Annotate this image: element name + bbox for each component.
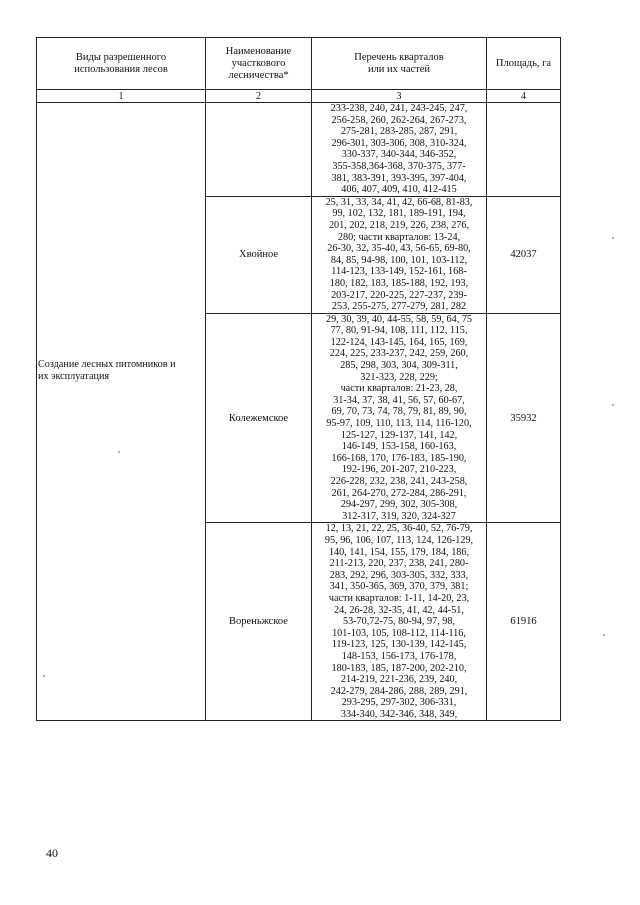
column-number: 3: [312, 90, 487, 103]
column-number: 1: [37, 90, 206, 103]
quarters-line: 95-97, 109, 110, 113, 114, 116-120,: [326, 418, 472, 430]
quarters-line: 321-323, 228, 229;: [360, 371, 438, 383]
quarters-line: 119-123, 125, 130-139, 142-145,: [331, 639, 467, 651]
quarters-cell: [312, 103, 487, 197]
quarters-line: 114-123, 133-149, 152-161, 168-: [331, 266, 467, 278]
forest-use-line: Создание лесных питомников и: [38, 359, 176, 370]
quarters-line: 201, 202, 218, 219, 226, 238, 276,: [328, 219, 470, 231]
quarters-line: 95, 96, 106, 107, 113, 124, 126-129,: [324, 534, 474, 546]
area-cell: 42037: [487, 196, 561, 313]
forestry-name-cell: Колежемское: [206, 313, 312, 523]
quarters-line: 84, 85, 94-98, 100, 101, 103-112,: [330, 254, 468, 266]
quarters-line: 24, 26-28, 32-35, 41, 42, 44-51,: [334, 604, 464, 616]
quarters-cell: [312, 313, 487, 523]
forest-use-line: их эксплуатация: [38, 371, 110, 382]
quarters-line: части кварталов: 21-23, 28,: [340, 383, 458, 395]
area-cell: 61916: [487, 523, 561, 721]
quarters-line: части кварталов: 1-11, 14-20, 23,: [328, 592, 470, 604]
forestry-name-cell: Хвойное: [206, 196, 312, 313]
quarters-cell: [312, 196, 487, 313]
quarters-line: 122-124, 143-145, 164, 165, 169,: [330, 336, 468, 348]
quarters-line: 26-30, 32, 35-40, 43, 56-65, 69-80,: [327, 243, 471, 255]
quarters-line: 256-258, 260, 262-264, 267-273,: [331, 114, 467, 126]
header-quarters-list: [312, 38, 487, 90]
header-line: Площадь, га: [495, 57, 552, 69]
header-area: [487, 38, 561, 90]
quarters-line: 293-295, 297-302, 306-331,: [341, 697, 457, 709]
column-number: 4: [487, 90, 561, 103]
quarters-line: 285, 298, 303, 304, 309-311,: [340, 360, 458, 372]
scan-speck: [43, 675, 45, 677]
quarters-line: 140, 141, 154, 155, 179, 184, 186,: [328, 546, 470, 558]
table-row: [37, 103, 561, 197]
quarters-line: 180, 182, 183, 185-188, 192, 193,: [329, 277, 469, 289]
quarters-line: 99, 102, 132, 181, 189-191, 194,: [332, 208, 466, 220]
header-line: Перечень кварталов: [354, 51, 444, 63]
quarters-line: 275-281, 283-285, 287, 291,: [340, 126, 458, 138]
quarters-line: 29, 30, 39, 40, 44-55, 58, 59, 64, 75: [325, 313, 473, 325]
forest-use-type-cell: [37, 103, 206, 721]
forestry-name-cell: Вореньжское: [206, 523, 312, 721]
quarters-line: 334-340, 342-346, 348, 349,: [340, 708, 458, 720]
quarters-line: 148-153, 156-173, 176-178,: [341, 650, 457, 662]
quarters-line: 146-149, 153-158, 160-163,: [341, 441, 457, 453]
quarters-line: 280; части кварталов: 13-24,: [337, 231, 461, 243]
header-line: или их частей: [367, 63, 431, 75]
column-number-row: [37, 90, 561, 103]
quarters-line: 226-228, 232, 238, 241, 243-258,: [330, 476, 468, 487]
quarters-line: 283, 292, 296, 303-305, 332, 333,: [329, 569, 469, 581]
quarters-line: 166-168, 170, 176-183, 185-190,: [331, 452, 467, 464]
scan-speck: [603, 634, 605, 636]
header-line: участкового: [231, 57, 286, 69]
quarters-cell: [312, 523, 487, 721]
quarters-line: 312-317, 319, 320, 324-327: [342, 510, 456, 522]
quarters-line: 180-183, 185, 187-200, 202-210,: [331, 662, 467, 674]
quarters-line: 355-358,364-368, 370-375, 377-: [332, 160, 466, 172]
quarters-line: 203-217, 220-225, 227-237, 239-: [331, 289, 467, 301]
quarters-line: 253, 255-275, 277-279, 281, 282: [331, 301, 467, 313]
quarters-line: 25, 31, 33, 34, 41, 42, 66-68, 81-83,: [325, 196, 473, 208]
quarters-line: 31-34, 37, 38, 41, 56, 57, 60-67,: [333, 394, 465, 406]
area-cell: [487, 103, 561, 197]
quarters-line: 12, 13, 21, 22, 25, 36-40, 52, 76-79,: [325, 523, 473, 535]
header-line: Наименование: [225, 45, 292, 57]
quarters-line: 296-301, 303-306, 308, 310-324,: [331, 137, 467, 149]
quarters-line: 77, 80, 91-94, 108, 111, 112, 115,: [330, 325, 468, 337]
quarters-line: 53-70,72-75, 80-94, 97, 98,: [342, 616, 456, 628]
quarters-line: 294-297, 299, 302, 305-308,: [340, 499, 458, 511]
quarters-line: 406, 407, 409, 410, 412-415: [341, 184, 457, 196]
quarters-line: 224, 225, 233-237, 242, 259, 260,: [329, 348, 469, 360]
quarters-line: 261, 264-270, 272-284, 286-291,: [331, 487, 467, 499]
page-number: 40: [46, 846, 58, 860]
scan-speck: [118, 451, 120, 453]
quarters-line: 192-196, 201-207, 210-223,: [341, 464, 457, 476]
quarters-line: 125-127, 129-137, 141, 142,: [340, 429, 458, 441]
quarters-line: 242-279, 284-286, 288, 289, 291,: [330, 685, 468, 697]
forest-use-table: [36, 37, 561, 721]
forest-use-type-text: [38, 359, 176, 383]
header-line: использования лесов: [74, 63, 168, 75]
column-number: 2: [206, 90, 312, 103]
quarters-line: 69, 70, 73, 74, 78, 79, 81, 89, 90,: [331, 406, 467, 418]
table-header-row: [37, 38, 561, 90]
quarters-line: 233-238, 240, 241, 243-245, 247,: [330, 103, 468, 114]
header-line: лесничества*: [228, 69, 289, 81]
header-forest-use-type: [37, 38, 206, 90]
scan-speck: [612, 404, 614, 406]
quarters-line: 211-213, 220, 237, 238, 241, 280-: [329, 558, 469, 570]
quarters-line: 381, 383-391, 393-395, 397-404,: [331, 172, 467, 184]
header-line: Виды разрешенного: [75, 51, 167, 63]
scan-speck: [612, 237, 614, 239]
quarters-line: 101-103, 105, 108-112, 114-116,: [332, 627, 466, 639]
forestry-name-cell: [206, 103, 312, 197]
quarters-line: 330-337, 340-344, 346-352,: [341, 149, 457, 161]
quarters-line: 214-219, 221-236, 239, 240,: [340, 674, 458, 686]
header-forestry-name: [206, 38, 312, 90]
quarters-line: 341, 350-365, 369, 370, 379, 381;: [329, 581, 469, 593]
area-cell: 35932: [487, 313, 561, 523]
